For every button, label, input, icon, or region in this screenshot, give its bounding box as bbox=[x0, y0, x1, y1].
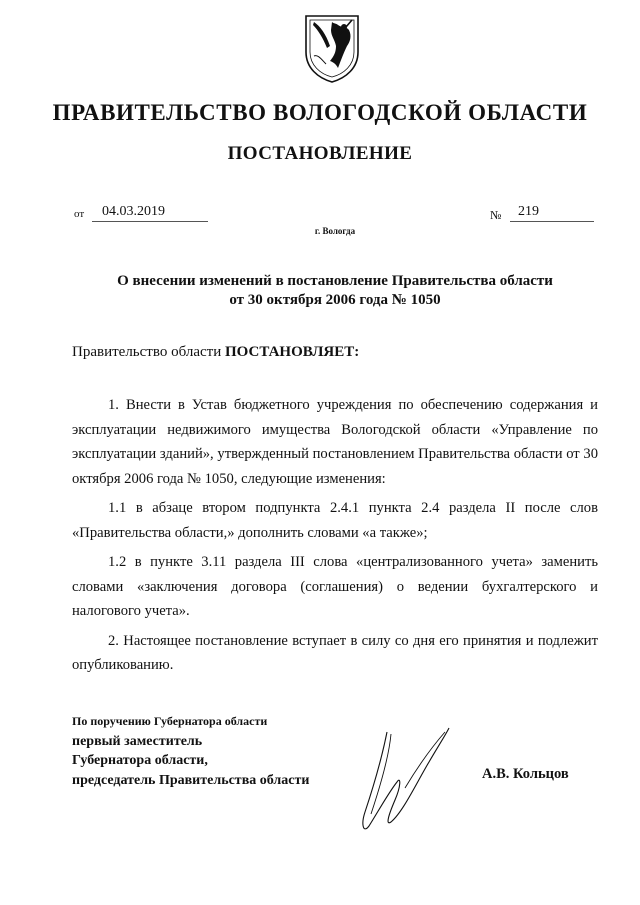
intro-text: Правительство области bbox=[72, 344, 225, 360]
subject-line-2: от 30 октября 2006 года № 1050 bbox=[229, 292, 441, 308]
signature-icon bbox=[345, 722, 455, 842]
signatory-line-1: По поручению Губернатора области bbox=[72, 714, 268, 728]
signatory-position bbox=[72, 712, 309, 790]
organization-title: ПРАВИТЕЛЬСТВО ВОЛОГОДСКОЙ ОБЛАСТИ bbox=[52, 100, 588, 125]
document-body bbox=[72, 393, 598, 683]
coat-of-arms-icon bbox=[300, 12, 364, 84]
paragraph-2: 2. Настоящее постановление вступает в силу со дня его принятия и подлежит опубликованию. bbox=[72, 632, 598, 673]
intro-emphasis: ПОСТАНОВЛЯЕТ: bbox=[224, 344, 360, 360]
signatory-line-3: Губернатора области, bbox=[72, 753, 208, 768]
subject-line-1: О внесении изменений в постановление Правительства области bbox=[117, 273, 553, 289]
document-number: 219 bbox=[510, 204, 594, 222]
paragraph-1: 1. Внести в Устав бюджетного учреждения по обеспечению содержания и эксплуатации недвижимого имущества Вологодской области «Управление по эксплуатации зданий», утвержденный постановлением Правительства области от 30 октября 2006 года № 1050, следующие изменения: bbox=[72, 397, 598, 487]
date-prefix: от bbox=[74, 208, 85, 220]
city-label: г. Вологда bbox=[314, 226, 356, 236]
document-date: 04.03.2019 bbox=[92, 204, 208, 222]
signatory-line-2: первый заместитель bbox=[72, 733, 203, 749]
signatory-name: А.В. Кольцов bbox=[482, 766, 569, 782]
signatory-line-4: председатель Правительства области bbox=[72, 772, 310, 788]
resolution-intro bbox=[72, 344, 359, 361]
number-prefix: № bbox=[490, 208, 502, 222]
paragraph-1-1: 1.1 в абзаце втором подпункта 2.4.1 пункта 2.4 раздела II после слов «Правительства области,» дополнить словами «а также»; bbox=[72, 500, 598, 541]
paragraph-1-2: 1.2 в пункте 3.11 раздела III слова «централизованного учета» заменить словами «заключения договора (соглашения) о ведении бухгалтерского и налогового учета». bbox=[72, 554, 598, 619]
document-subject bbox=[90, 272, 580, 310]
document-type: ПОСТАНОВЛЕНИЕ bbox=[227, 143, 413, 164]
